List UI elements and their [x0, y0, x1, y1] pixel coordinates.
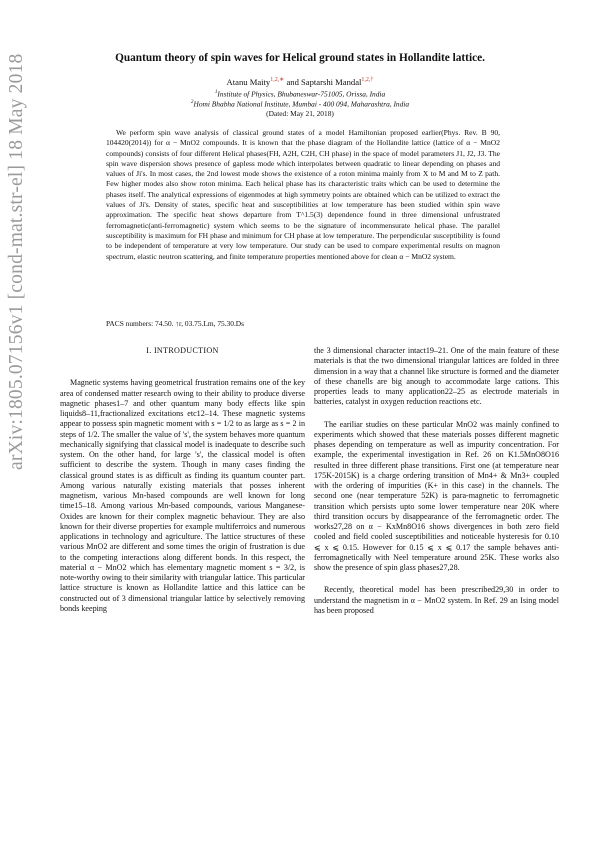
left-column	[60, 346, 305, 626]
affiliation-2: $^2$Homi Bhabha National Institute, Mumbai - 400 094, Maharashtra, India	[190, 99, 410, 109]
intro-paragraph-4: Recently, theoretical model has been prescribed29,30 in order to understand the magnetism in α − MnO2 system. In Ref. 29 an Ising model has been proposed	[314, 585, 559, 615]
date-line: (Dated: May 21, 2018)	[266, 109, 334, 118]
author-name-2: and Saptarshi Mandal	[284, 76, 362, 87]
affiliation-1: $^1$Institute of Physics, Bhubaneswar-751005, Orissa, India	[214, 89, 386, 99]
arxiv-identifier[interactable]: arXiv:1805.07156v1 [cond-mat.str-el] 18 May 2018	[6, 53, 27, 470]
intro-paragraph-3: The eariliar studies on these particular MnO2 was mainly confined to experiments which showed that these materials posses different magnetic phases depending on temperature as well as impurity concentration. For example, the experimental investigation in Ref. 26 on K1.5MnO8O16 resulted in three different phase transitions. First one (at temperature near 175K-2015K) is a charge ordering transition of Mn4+ & Mn3+ coupled with the ordering of impurities (K+ in this case) in the channels. The second one (near temperature 52K) is para-magnetic to ferromagnetic transition which persists upto some lower temperature near 20K where third transition occurs by disappearance of the ferromagnetic order. The works27,28 on α − KxMn8O16 shows divergences in both zero field cooled and field cooled susceptibilities and noticeable hysteresis for 0.10 ⩽ x ⩽ 0.15. However for 0.15 ⩽ x ⩽ 0.17 the sample behaves anti-ferromagnetically with Neel temperature around 25K. These works also show the presence of spin glass phases27,28.	[314, 419, 559, 572]
author-affil-mark-1[interactable]: 1,2,∗	[270, 77, 285, 83]
author-affil-mark-2[interactable]: 1,2,†	[361, 77, 374, 83]
author-line	[60, 76, 540, 87]
intro-paragraph-1: Magnetic systems having geometrical frustration remains one of the key area of condensed matter research owing to their ability to produce diverse magnetic phases1–7 and other quantum many body effects like spin liquids8–11,fractionalized excitations etc12–14. These magnetic systems appear to possess spin magnetic moment with s = 1/2 to as large as s = 2 in steps of 1/2. The smaller the value of 's', the system behaves more quantum mechanically signifying that classical model is inadequate to describe such system. On the other hand, for large 's', the classical model is often sufficient to describe the system. Though in many cases finding the classical ground states is as difficult as finding its quantum counter part. Among various naturally existing materials that posses inherent magnetism, various Mn-based compounds are well known for long time15–18. Among various Mn-based compounds, various Manganese-Oxides are known for their complex magnetic behaviour. They are also known for their diverse properties for example multiferroics and numerous applications in technology and agriculture. The lattice structures of these various MnO2 are different and some times the origin of frustration is due to the competing interactions along different bonds. In this respect, the material α − MnO2 which has elementary magnetic moment s = 3/2, is note-worthy owing to their similarity with triangular lattice. This particular lattice structure is known as Hollandite lattice and this lattice can be constructed out of 3 dimensional triangular lattice by selectively removing bonds keeping	[60, 378, 305, 613]
author-name-1: Atanu Maity	[226, 76, 271, 87]
right-column	[314, 346, 559, 628]
section-heading-introduction: I. INTRODUCTION	[146, 346, 219, 355]
paper-title: Quantum theory of spin waves for Helical ground states in Hollandite lattice.	[115, 52, 485, 64]
abstract: We perform spin wave analysis of classical ground states of a model Hamiltonian proposed earlier(Phys. Rev. B 90, 104420(2014)) for α − MnO2 compounds. It is known that the phase diagram of the Hollandite lattice (lattice of α − MnO2 compounds) consists of four different Helical phases(FH, A2H, C2H, CH phase) in the space of model parameters J1, J2, J3. The spin wave dispersion shows presence of gapless mode which interpolates between quadratic to linear depending on phases and values of Ji's. In most cases, the 2nd lowest mode shows the existence of a roton minima mainly from X to M and M to Z path. Few higher modes also show roton minima. Each helical phase has its characteristic traits which can be used to determine the phases itself. The analytical expressions of eigenmodes at high symmetry points are obtained which can be utilized to extract the values of Ji's. Density of states, specific heat and susceptibilities at low temperature has been studied within spin wave approximation. The specific heat shows departure from T^1.5(3) dependence found in three dimensional unfrustrated ferromagnetic(anti-ferromagnetic) system which seems to be the signature of incommensurate helical phase. The parallel susceptibility is maximum for FH phase and minimum for CH phase at low temperature. The perpendicular susceptibility is found to be independent of temperature at very low temperature. Our study can be used to compare experimental results on magnon spectrum, elastic neutron scattering, and finite temperature properties mentioned above for clean α − MnO2 system.	[106, 128, 500, 261]
intro-paragraph-2: the 3 dimensional character intact19–21. One of the main feature of these materials is that the two dimensional triangular lattices are folded in three dimension in a way that a channel like structure is formed and the diameter of these chanells are big anough to accommodate large cations. This properties leads to many application22–25 as electrode materials in batteries, catalyst in oxygen reduction reactions etc.	[314, 346, 559, 407]
pacs-numbers: PACS numbers: 74.50. ↑r, 03.75.Lm, 75.30.Ds	[106, 319, 245, 328]
